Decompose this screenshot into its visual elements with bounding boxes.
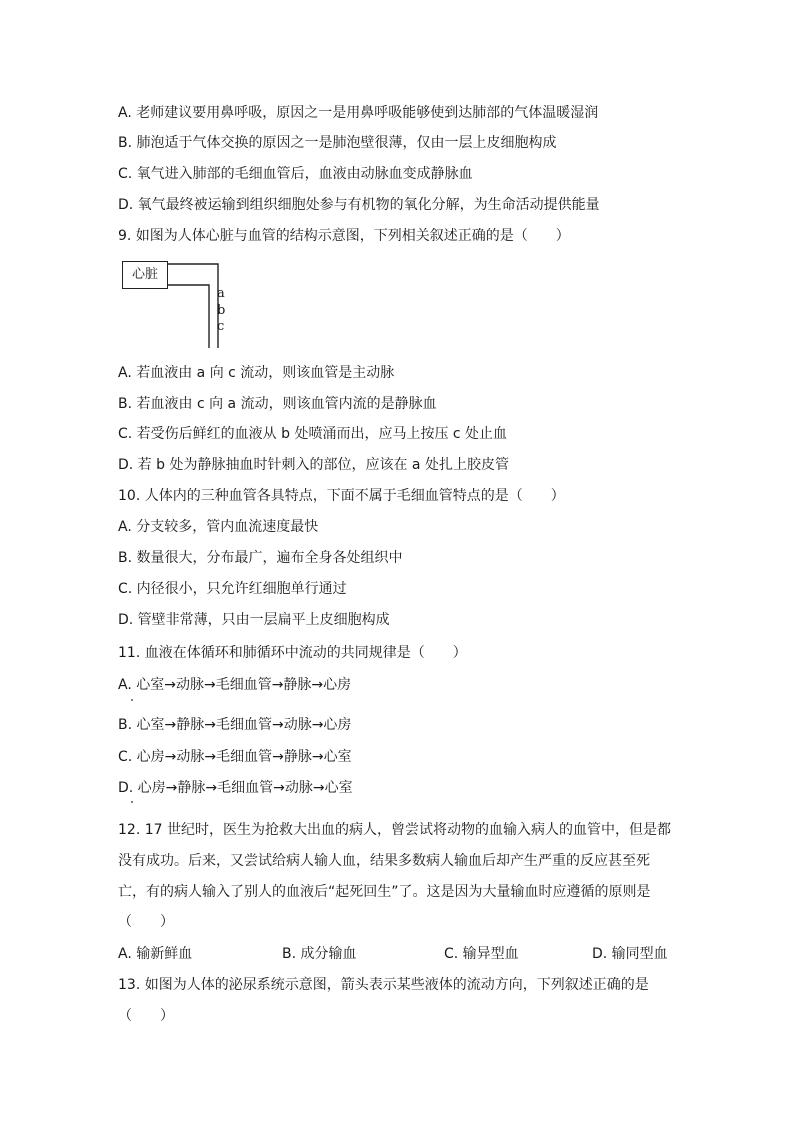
q11-stem: 11. 血液在体循环和肺循环中流动的共同规律是（ ） — [118, 645, 467, 661]
q11-option-b: B. 心室→静脉→毛细血管→动脉→心房 — [118, 717, 352, 733]
q11-option-a: A. 心室→动脉→毛细血管→静脉→心房 — [118, 677, 352, 693]
q10-stem: 10. 人体内的三种血管各具特点，下面不属于毛细血管特点的是（ ） — [118, 488, 565, 504]
q8-option-d: D. 氧气最终被运输到组织细胞处参与有机物的氧化分解，为生命活动提供能量 — [118, 197, 600, 213]
q10-option-d: D. 管壁非常薄，只由一层扁平上皮细胞构成 — [118, 612, 390, 628]
label-b: b — [217, 303, 226, 318]
q10-option-b: B. 数量很大，分布最广，遍布全身各处组织中 — [118, 550, 403, 566]
q11-option-d: D. 心房→静脉→毛细血管→动脉→心室 — [118, 780, 353, 796]
q12-line-3: 亡，有的病人输入了别人的血液后“起死回生”了。这是因为大量输血时应遵循的原则是 — [118, 884, 651, 900]
q8-option-b: B. 肺泡适于气体交换的原因之一是肺泡壁很薄，仅由一层上皮细胞构成 — [118, 135, 557, 151]
q10-option-a: A. 分支较多，管内血流速度最快 — [118, 519, 319, 535]
vessel-lines — [118, 256, 248, 352]
q12-option-d: D. 输同型血 — [592, 946, 668, 962]
stray-dot — [131, 801, 133, 803]
q9-option-b: B. 若血液由 c 向 a 流动，则该血管内流的是静脉血 — [118, 396, 437, 412]
q8-option-a: A. 老师建议要用鼻呼吸，原因之一是用鼻呼吸能够使到达肺部的气体温暖湿润 — [118, 105, 599, 121]
heart-vessel-diagram — [118, 256, 248, 352]
heart-box: 心脏 — [122, 261, 168, 289]
q11-option-c: C. 心房→动脉→毛细血管→静脉→心室 — [118, 749, 352, 765]
q13-line-2: （ ） — [118, 1008, 174, 1024]
q12-option-c: C. 输异型血 — [444, 946, 519, 962]
label-c: c — [217, 319, 225, 334]
q9-option-c: C. 若受伤后鲜红的血液从 b 处喷涌而出，应马上按压 c 处止血 — [118, 426, 508, 442]
q13-line-1: 13. 如图为人体的泌尿系统示意图，箭头表示某些液体的流动方向，下列叙述正确的是 — [118, 977, 649, 993]
q12-line-2: 没有成功。后来，又尝试给病人输人血，结果多数病人输血后却产生严重的反应甚至死 — [118, 853, 650, 869]
q8-option-c: C. 氧气进入肺部的毛细血管后，血液由动脉血变成静脉血 — [118, 166, 473, 182]
q9-stem: 9. 如图为人体心脏与血管的结构示意图，下列相关叙述正确的是（ ） — [118, 228, 570, 244]
q12-option-b: B. 成分输血 — [282, 946, 357, 962]
q12-option-a: A. 输新鲜血 — [118, 946, 193, 962]
stray-dot — [131, 699, 133, 701]
q9-option-d: D. 若 b 处为静脉抽血时针刺入的部位，应该在 a 处扎上胶皮管 — [118, 457, 509, 473]
q10-option-c: C. 内径很小，只允许红细胞单行通过 — [118, 581, 347, 597]
q9-option-a: A. 若血液由 a 向 c 流动，则该血管是主动脉 — [118, 365, 395, 381]
q12-line-4: （ ） — [118, 914, 174, 930]
q12-line-1: 12. 17 世纪时，医生为抢救大出血的病人，曾尝试将动物的血输入病人的血管中，但是都 — [118, 822, 671, 838]
label-a: a — [217, 286, 225, 301]
